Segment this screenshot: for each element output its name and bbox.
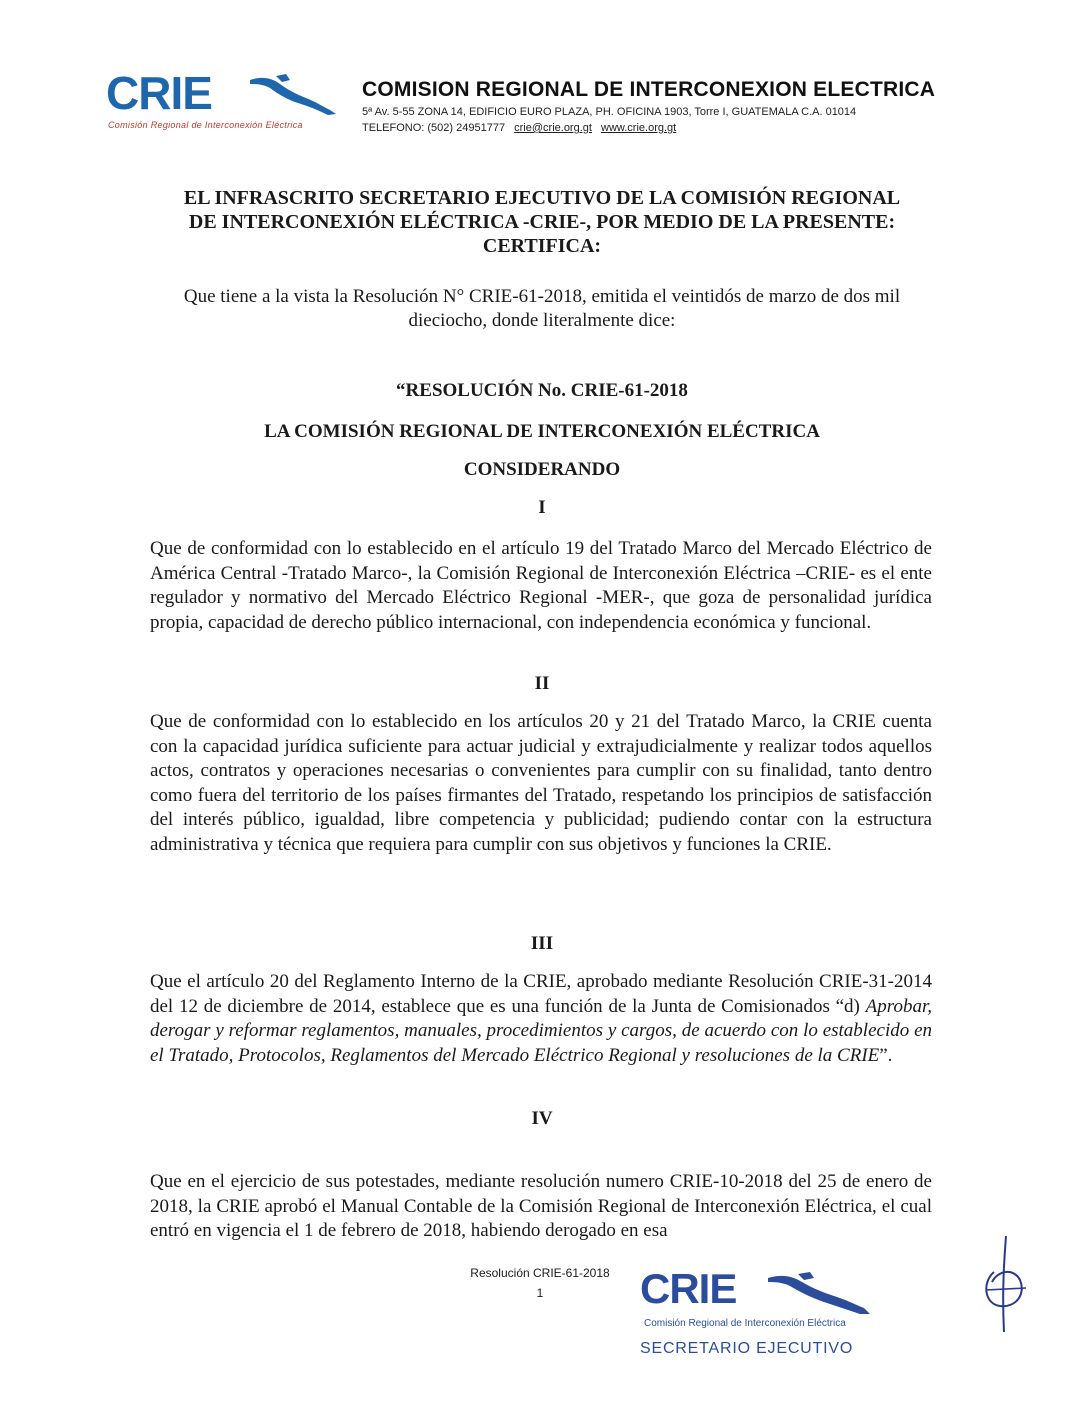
considerando-heading: CONSIDERANDO [463, 459, 621, 480]
phone-text: TELEFONO: (502) 24951777 [362, 122, 506, 134]
certification-line: CERTIFICA: [482, 235, 602, 257]
logo-tagline: Comisión Regional de Interconexión Eléctrica [108, 120, 303, 130]
stamp-wordmark: CRIE [640, 1265, 737, 1312]
section-numeral: I [538, 497, 546, 518]
central-america-map-icon [246, 70, 342, 118]
section-text: Que el artículo 20 del Reglamento Interno de la CRIE, aprobado mediante Resolución CRIE-31-2014 del 12 de diciembre de 2014, establece que es una función de la Junta de Comisionados “d) [150, 971, 932, 1017]
secretary-stamp [640, 1265, 890, 1368]
email-link[interactable]: crie@crie.org.gt [514, 122, 592, 134]
certification-line: EL INFRASCRITO SECRETARIO EJECUTIVO DE LA COMISIÓN REGIONAL [183, 187, 901, 209]
crie-logo [106, 67, 342, 140]
section-numeral: II [534, 673, 550, 694]
section-numeral: IV [531, 1108, 553, 1129]
footer-reference: Resolución CRIE-61-2018 [470, 1266, 610, 1280]
organization-address: 5ª Av. 5-55 ZONA 14, EDIFICIO EURO PLAZA, PH. OFICINA 1903, Torre I, GUATEMALA C.A. 01014 [362, 106, 857, 118]
organization-title: COMISION REGIONAL DE INTERCONEXION ELECTRICA [362, 78, 936, 101]
organization-contact [362, 120, 942, 136]
section-numeral: III [530, 933, 554, 954]
section-quote-italic: Aprobar, derogar y reformar reglamentos, manuales, procedimientos y cargos, de acuerdo con lo establecido en el Tratado, Protocolos, Reglamentos del Mercado Eléctrico Regional y resoluciones de la CRIE [150, 995, 932, 1066]
section-paragraph: Que de conformidad con lo establecido en el artículo 19 del Tratado Marco del Mercado Eléctrico de América Central -Tratado Marco-, la Comisión Regional de Interconexión Eléctrica –CRIE- es el ente regulador y normativo del Mercado Eléctrico Regional -MER-, que goza de personalidad jurídica propia, capacidad de derecho público internacional, con independencia económica y funcional. [150, 538, 932, 633]
letterhead [100, 62, 940, 142]
handwritten-signature [976, 1232, 1036, 1342]
resolution-title: “RESOLUCIÓN No. CRIE-61-2018 [396, 380, 688, 401]
resolution-issuer: LA COMISIÓN REGIONAL DE INTERCONEXIÓN ELÉCTRICA [264, 421, 820, 442]
letterhead-text [362, 78, 942, 136]
central-america-map-icon [764, 1268, 874, 1318]
certification-heading [150, 186, 934, 258]
page-number: 1 [536, 1286, 544, 1300]
certification-line: DE INTERCONEXIÓN ELÉCTRICA -CRIE-, POR MEDIO DE LA PRESENTE: [188, 211, 896, 233]
website-link[interactable]: www.crie.org.gt [601, 122, 677, 134]
section-paragraph: Que de conformidad con lo establecido en los artículos 20 y 21 del Tratado Marco, la CRIE cuenta con la capacidad jurídica suficiente para actuar judicial y extrajudicialmente y realizar todos aquellos actos, contratos y operaciones necesarias o convenientes para cumplir con su finalidad, tanto dentro como fuera del territorio de los países firmantes del Tratado, respetando los principios de satisfacción del interés público, igualdad, libre competencia y publicidad; pudiendo contar con la estructura administrativa y técnica que requiera para cumplir con sus objetivos y funciones la CRIE. [150, 711, 932, 855]
logo-wordmark: CRIE [106, 67, 212, 119]
section-quote-end: ”. [879, 1044, 893, 1066]
stamp-title: SECRETARIO EJECUTIVO [640, 1340, 854, 1357]
intro-paragraph: Que tiene a la vista la Resolución N° CRIE-61-2018, emitida el veintidós de marzo de dos mil dieciocho, donde literalmente dice: [183, 286, 901, 331]
stamp-tagline: Comisión Regional de Interconexión Eléctrica [644, 1318, 846, 1329]
section-paragraph [150, 970, 932, 1068]
section-paragraph: Que en el ejercicio de sus potestades, mediante resolución numero CRIE-10-2018 del 25 de enero de 2018, la CRIE aprobó el Manual Contable de la Comisión Regional de Interconexión Eléctrica, el cual entró en vigencia el 1 de febrero de 2018, habiendo derogado en esa [150, 1171, 932, 1241]
